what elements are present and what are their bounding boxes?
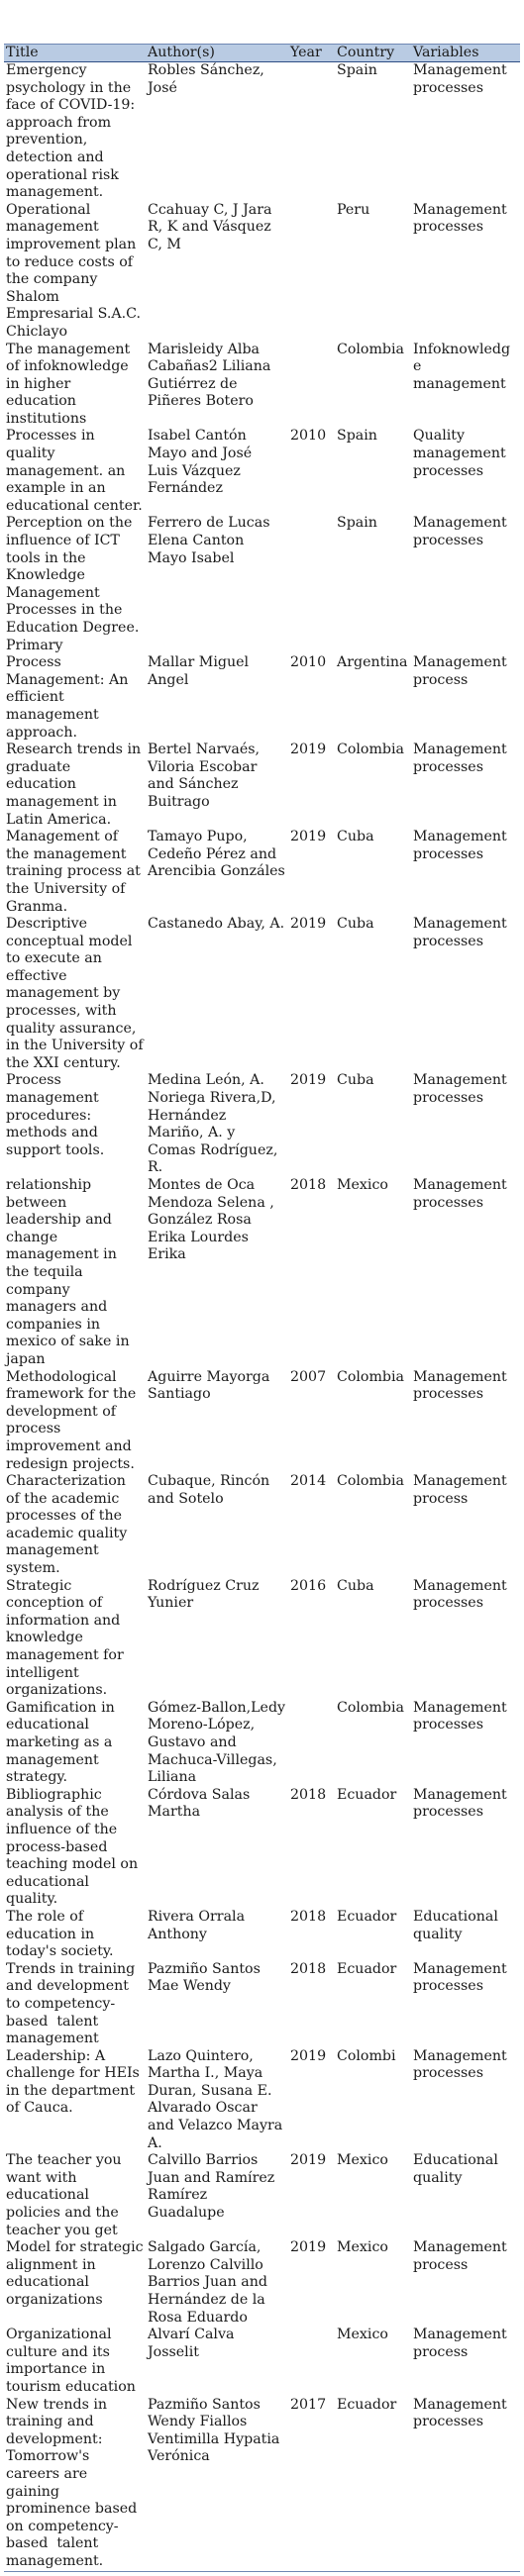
- cell-year: 2016: [290, 1577, 327, 1594]
- cell-year: [288, 1700, 335, 1787]
- cell-country: Colombia: [337, 341, 405, 357]
- cell-year: 2010: [290, 428, 327, 445]
- cell-year: 2018: [290, 1177, 327, 1193]
- cell-authors: Montes de Oca Mendoza Selena , González Rosa Erika Lourdes Erika: [148, 1177, 274, 1263]
- cell-title: Perception on the influence of ICT tools in the Knowledge Management Processes in the Education Degree. Primary: [6, 515, 144, 653]
- cell-year: 2019: [290, 742, 327, 758]
- cell-authors: Salgado García, Lorenzo Calvillo Barrios Juan and Hernández de la Rosa Eduardo: [148, 2239, 267, 2326]
- table-row: [4, 1072, 520, 1177]
- cell-authors: Tamayo Pupo, Cedeño Pérez and Arencibia Gonzáles: [148, 829, 285, 880]
- cell-authors: Mallar Miguel Angel: [148, 654, 250, 688]
- cell-country: Cuba: [337, 1072, 374, 1089]
- cell-country: Colombia: [337, 1473, 405, 1490]
- cell-year: [288, 202, 335, 342]
- cell-year: 2019: [290, 2239, 327, 2256]
- header-variables: Variables: [411, 45, 520, 62]
- cell-title: Characterization of the academic processes of the academic quality management system.: [6, 1473, 132, 1577]
- cell-authors: Rivera Orrala Anthony: [148, 1908, 246, 1942]
- header-country: Country: [335, 45, 411, 62]
- cell-title: Strategic conception of information and knowledge management for intelligent organizations.: [6, 1577, 129, 1699]
- cell-country: Colombi: [337, 2047, 396, 2064]
- cell-variables: Management processes: [413, 1177, 507, 1211]
- cell-title: relationship between leadership and change management in the tequila company managers and companies in mexico of sake in japan: [6, 1177, 135, 1367]
- cell-variables: Infoknowledge management: [413, 341, 511, 392]
- table-row: [4, 1909, 520, 1961]
- table-row: [4, 829, 520, 916]
- cell-title: Operational management improvement plan to reduce costs of the company Shalom Empresarial S.A.C. Chiclayo: [6, 201, 146, 340]
- cell-authors: Bertel Narvaés, Viloria Escobar and Sánchez Buitrago: [148, 742, 261, 810]
- cell-variables: Quality management processes: [413, 428, 506, 479]
- cell-title: Organizational culture and its importance in tourism education: [6, 2327, 136, 2395]
- cell-title: The role of education in today's society.: [6, 1908, 114, 1960]
- table-row: [4, 1700, 520, 1787]
- cell-country: Ecuador: [335, 2397, 411, 2571]
- cell-country: Spain: [337, 62, 377, 78]
- cell-authors: Calvillo Barrios Juan and Ramírez Ramírez Guadalupe: [148, 2152, 275, 2222]
- cell-authors: Marisleidy Alba Cabañas2 Liliana Gutiérrez de Piñeres Botero: [148, 341, 271, 410]
- cell-country: Mexico: [337, 2239, 388, 2256]
- cell-country: Colombia: [337, 1699, 405, 1716]
- cell-authors: Pazmiño Santos Wendy Fiallos Ventimilla Hypatia Verónica: [146, 2397, 288, 2571]
- cell-country: Peru: [337, 201, 370, 218]
- table-row: [4, 1787, 520, 1909]
- table-row: [4, 62, 520, 202]
- cell-country: Ecuador: [337, 1960, 397, 1977]
- table-row: [4, 1177, 520, 1369]
- cell-year: 2018: [290, 1786, 327, 1803]
- cell-country: Spain: [337, 515, 377, 532]
- cell-variables: Management processes: [413, 1368, 507, 1403]
- cell-title: Process Management: An efficient management approach.: [6, 654, 133, 741]
- cell-year: 2007: [290, 1368, 327, 1385]
- literature-review-table-wrapper: [4, 44, 520, 2572]
- table-row: [4, 742, 520, 829]
- cell-authors: Cubaque, Rincón and Sotelo: [148, 1473, 270, 1507]
- cell-authors: Ccahuay C, J Jara R, K and Vásquez C, M: [148, 201, 272, 252]
- cell-country: Mexico: [337, 1177, 388, 1193]
- cell-year: 2018: [290, 1960, 327, 1977]
- table-row: [4, 342, 520, 429]
- cell-title: Process management procedures: methods and support tools.: [6, 1072, 105, 1158]
- table-row: [4, 1961, 520, 2048]
- cell-authors: Pazmiño Santos Mae Wendy: [148, 1960, 261, 1995]
- cell-year: 2019: [290, 2152, 327, 2169]
- cell-title: The management of infoknowledge in higher education institutions: [6, 341, 135, 427]
- cell-variables: Management process: [413, 654, 507, 688]
- table-row: [4, 2152, 520, 2239]
- table-row: [4, 2397, 520, 2571]
- cell-title: Model for strategic alignment in educational organizations: [6, 2239, 149, 2308]
- cell-variables: Management process: [413, 1473, 507, 1507]
- cell-title: Bibliographic analysis of the influence of the process-based teaching model on educational quality.: [6, 1786, 143, 1908]
- cell-variables: Management process: [413, 2239, 507, 2273]
- cell-title: Leadership: A challenge for HEIs in the department of Cauca.: [6, 2047, 145, 2117]
- table-row: [4, 654, 520, 742]
- cell-authors: Castanedo Abay, A.: [148, 916, 285, 933]
- cell-title: Gamification in educational marketing as a management strategy.: [6, 1699, 120, 1786]
- cell-year: 2010: [290, 654, 327, 671]
- cell-country: Mexico: [337, 2152, 388, 2169]
- cell-authors: Isabel Cantón Mayo and José Luis Vázquez Fernández: [148, 428, 253, 497]
- cell-variables: Management processes: [413, 1699, 507, 1734]
- cell-variables: Management processes: [413, 201, 507, 236]
- cell-variables: Management processes: [413, 916, 507, 949]
- cell-country: Ecuador: [337, 1908, 397, 1925]
- cell-variables: Management processes: [413, 62, 507, 96]
- cell-title: Management of the management training process at the University of Granma.: [6, 829, 146, 915]
- cell-year: [288, 515, 335, 654]
- cell-year: 2019: [290, 2047, 327, 2064]
- header-title: Title: [4, 45, 146, 62]
- literature-review-table: [4, 44, 520, 2572]
- cell-year: 2017: [288, 2397, 335, 2571]
- cell-country: Argentina: [337, 654, 408, 671]
- header-authors: Author(s): [146, 45, 288, 62]
- cell-variables: Management processes: [413, 515, 507, 549]
- cell-variables: Educational quality: [413, 1908, 498, 1942]
- table-row: [4, 1473, 520, 1578]
- table-row: [4, 916, 520, 1072]
- cell-authors: Robles Sánchez, José: [148, 62, 264, 96]
- cell-title: Methodological framework for the development of process improvement and redesign projects.: [6, 1368, 141, 1472]
- cell-country: Colombia: [337, 1368, 405, 1385]
- table-row: [4, 428, 520, 515]
- cell-variables: Management process: [413, 2327, 507, 2360]
- cell-country: Mexico: [337, 2327, 388, 2343]
- cell-variables: Management processes: [413, 1960, 507, 1995]
- cell-country: Cuba: [337, 916, 374, 933]
- cell-country: Spain: [337, 428, 377, 445]
- cell-variables: Educational quality: [413, 2152, 498, 2186]
- cell-year: [288, 2327, 335, 2396]
- cell-year: 2019: [290, 1072, 327, 1089]
- cell-authors: Aguirre Mayorga Santiago: [148, 1368, 270, 1403]
- cell-year: [288, 342, 335, 429]
- table-row: [4, 202, 520, 342]
- cell-variables: Management processes: [413, 1072, 507, 1107]
- cell-country: Cuba: [337, 829, 374, 845]
- cell-authors: Ferrero de Lucas Elena Canton Mayo Isabel: [148, 515, 270, 566]
- cell-variables: Management processes: [413, 742, 507, 775]
- cell-title: The teacher you want with educational policies and the teacher you get: [6, 2152, 127, 2238]
- cell-authors: Rodríguez Cruz Yunier: [148, 1577, 260, 1612]
- cell-variables: Management processes: [413, 1786, 507, 1821]
- table-header-row: [4, 45, 520, 62]
- cell-year: [288, 62, 335, 202]
- cell-title: New trends in training and development: Tomorrow's careers are gaining prominence based on competency-based talent management.: [4, 2397, 146, 2571]
- header-year: Year: [288, 45, 335, 62]
- table-row: [4, 1578, 520, 1700]
- cell-title: Descriptive conceptual model to execute an effective management by processes, with quality assurance, in the University of the XXI century.: [6, 916, 149, 1071]
- cell-variables: Management processes: [411, 2397, 520, 2571]
- cell-country: Ecuador: [337, 1786, 397, 1803]
- cell-country: Cuba: [337, 1577, 374, 1594]
- cell-title: Research trends in graduate education management in Latin America.: [6, 742, 146, 828]
- table-body: [4, 62, 520, 2572]
- cell-authors: Lazo Quintero, Martha I., Maya Duran, Susana E. Alvarado Oscar and Velazco Mayra A.: [148, 2047, 283, 2151]
- cell-variables: Management processes: [413, 829, 507, 862]
- table-row: [4, 2327, 520, 2396]
- cell-authors: Alvarí Calva Josselit: [148, 2327, 235, 2360]
- cell-title: Processes in quality management. an example in an educational center.: [6, 428, 143, 514]
- cell-variables: Management processes: [413, 2047, 507, 2082]
- cell-country: Colombia: [337, 742, 405, 758]
- cell-title: Trends in training and development to competency-based talent management: [6, 1960, 140, 2047]
- cell-year: 2018: [290, 1908, 327, 1925]
- table-row: [4, 2048, 520, 2153]
- cell-title: Emergency psychology in the face of COVID-19: approach from prevention, detection and operational risk management.: [6, 62, 140, 201]
- cell-authors: Córdova Salas Martha: [148, 1786, 251, 1821]
- cell-year: 2014: [290, 1473, 327, 1490]
- cell-authors: Gómez-Ballon,Ledy Moreno-López, Gustavo and Machuca-Villegas, Liliana: [148, 1699, 286, 1786]
- table-row: [4, 2239, 520, 2327]
- table-row: [4, 1369, 520, 1474]
- cell-year: 2019: [290, 829, 327, 845]
- cell-year: 2019: [290, 916, 327, 933]
- cell-variables: Management processes: [413, 1577, 507, 1612]
- table-row: [4, 515, 520, 654]
- cell-authors: Medina León, A. Noriega Rivera,D, Hernández Mariño, A. y Comas Rodríguez, R.: [148, 1072, 278, 1176]
